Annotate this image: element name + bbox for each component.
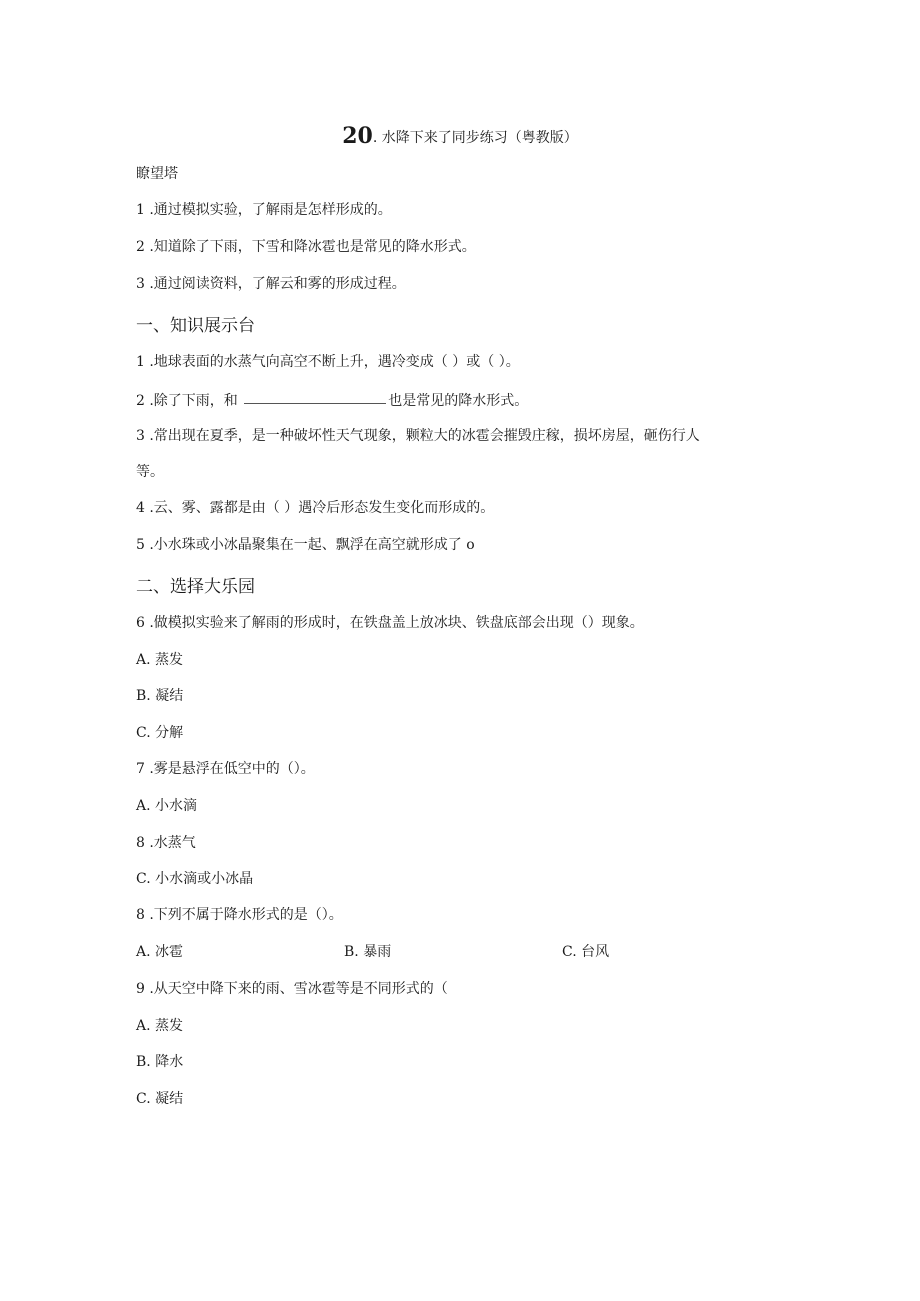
question-9: 9 .从天空中降下来的雨、雪冰雹等是不同形式的（: [136, 981, 448, 997]
question-3-line-1: 3 .常出现在夏季，是一种破坏性天气现象，颗粒大的冰雹会摧毁庄稼，损坏房屋，砸伤行人: [136, 428, 700, 444]
question-6-option-c: C. 分解: [136, 725, 184, 741]
page-title: [0, 124, 920, 150]
title-text: . 水降下来了同步练习（粤教版）: [372, 130, 578, 146]
question-8-option-c: C. 台风: [562, 944, 610, 960]
question-1: 1 .地球表面的水蒸气向高空不断上升，遇冷变成（ ）或（ ）。: [136, 354, 520, 370]
question-9-option-c: C. 凝结: [136, 1091, 184, 1107]
question-7-option-b: 8 .水蒸气: [136, 835, 196, 851]
question-2-text-after: 也是常见的降水形式。: [388, 393, 529, 409]
question-7-option-c: C. 小水滴或小冰晶: [136, 871, 254, 887]
question-5: 5 .小水珠或小冰晶聚集在一起、飘浮在高空就形成了 o: [136, 537, 475, 553]
question-8-option-b: B. 暴雨: [344, 944, 392, 960]
section-heading-choice: 二、选择大乐园: [136, 577, 255, 597]
title-number: 20: [342, 123, 373, 149]
question-2-text-before: 2 .除了下雨，和: [136, 393, 243, 409]
question-9-option-a: A. 蒸发: [136, 1018, 184, 1034]
subheading: 瞭望塔: [136, 166, 178, 182]
question-2: [136, 389, 528, 411]
question-8: 8 .下列不属于降水形式的是（）。: [136, 907, 343, 923]
question-9-option-b: B. 降水: [136, 1054, 184, 1070]
question-4: 4 .云、雾、露都是由（ ）遇冷后形态发生变化而形成的。: [136, 500, 495, 516]
objective-3: 3 .通过阅读资料，了解云和雾的形成过程。: [136, 276, 406, 292]
question-3-line-2: 等。: [136, 464, 164, 480]
objective-1: 1 .通过模拟实验，了解雨是怎样形成的。: [136, 202, 392, 218]
answer-blank: [244, 389, 386, 404]
objective-2: 2 .知道除了下雨，下雪和降冰雹也是常见的降水形式。: [136, 239, 476, 255]
question-7-option-a: A. 小水滴: [136, 798, 198, 814]
question-8-option-a: A. 冰雹: [136, 944, 184, 960]
question-6-option-b: B. 凝结: [136, 688, 184, 704]
question-7: 7 .雾是悬浮在低空中的（）。: [136, 761, 315, 777]
question-6-option-a: A. 蒸发: [136, 652, 184, 668]
section-heading-knowledge: 一、知识展示台: [136, 316, 255, 336]
question-6: 6 .做模拟实验来了解雨的形成时，在铁盘盖上放冰块、铁盘底部会出现（）现象。: [136, 615, 644, 631]
